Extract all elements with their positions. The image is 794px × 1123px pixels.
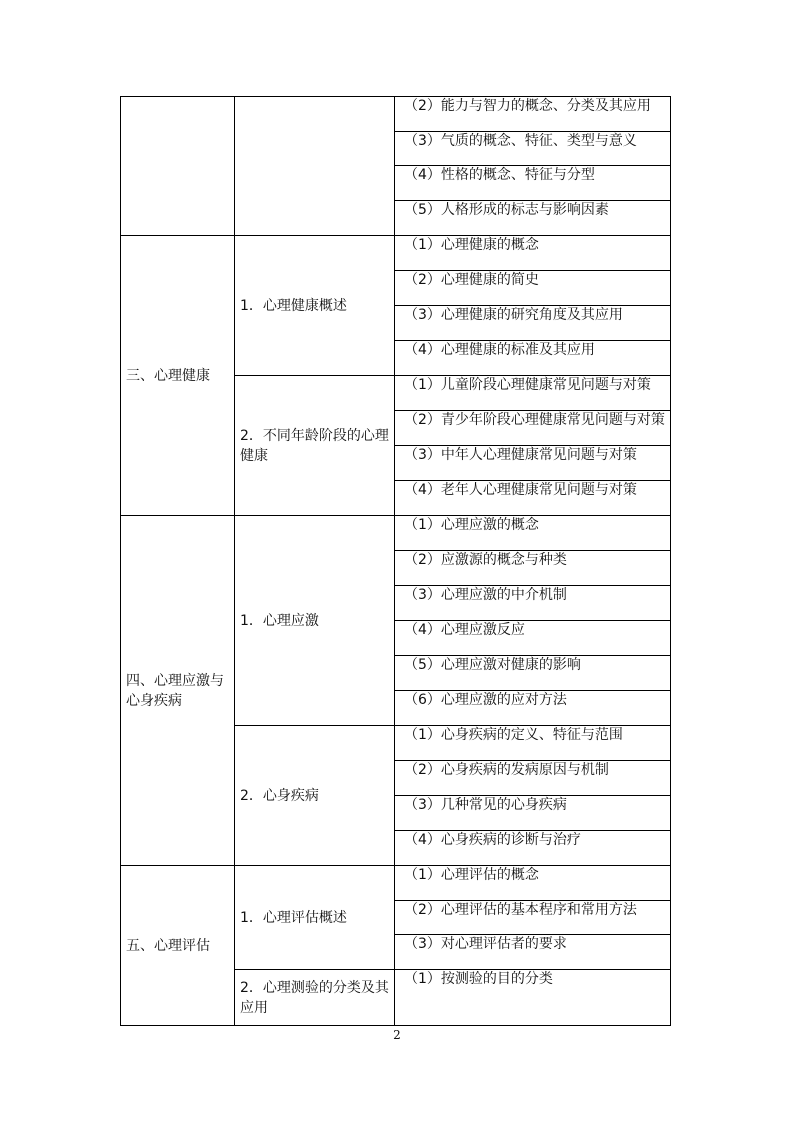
item-text: （1）心理评估的概念	[404, 867, 539, 883]
item-cell	[395, 97, 671, 132]
item-cell	[395, 866, 671, 901]
item-text: （4）性格的概念、特征与分型	[404, 167, 595, 183]
item-cell	[395, 970, 671, 1026]
group-title-cell: 1．心理健康概述	[235, 236, 395, 376]
item-cell	[395, 796, 671, 831]
page-number: 2	[393, 1028, 401, 1042]
item-text: （5）心理应激对健康的影响	[404, 657, 581, 673]
group-title-cell: 2．心理测验的分类及其应用	[235, 970, 395, 1026]
item-text: （1）心身疾病的定义、特征与范围	[404, 727, 623, 743]
item-text: （2）能力与智力的概念、分类及其应用	[404, 98, 651, 114]
item-cell	[395, 201, 671, 236]
item-text: （2）心身疾病的发病原因与机制	[404, 762, 609, 778]
item-text: （2）青少年阶段心理健康常见问题与对策	[404, 412, 665, 428]
group-title-cell: 1．心理评估概述	[235, 866, 395, 970]
item-text: （4）心理健康的标准及其应用	[404, 342, 595, 358]
item-cell	[395, 306, 671, 341]
syllabus-table-body	[121, 97, 671, 1026]
section-title-cell: 四、心理应激与心身疾病	[121, 516, 235, 866]
item-cell	[395, 656, 671, 691]
item-cell	[395, 166, 671, 201]
item-text: （3）中年人心理健康常见问题与对策	[404, 447, 637, 463]
item-cell	[395, 831, 671, 866]
item-cell	[395, 411, 671, 446]
item-text: （3）对心理评估者的要求	[404, 936, 567, 952]
item-cell	[395, 726, 671, 761]
table-row	[121, 516, 671, 551]
syllabus-table	[120, 96, 671, 1026]
item-text: （3）心理应激的中介机制	[404, 587, 567, 603]
item-cell	[395, 586, 671, 621]
item-text: （4）心身疾病的诊断与治疗	[404, 832, 581, 848]
item-text: （3）几种常见的心身疾病	[404, 797, 567, 813]
item-cell	[395, 691, 671, 726]
item-cell	[395, 516, 671, 551]
item-cell	[395, 271, 671, 306]
item-text: （2）心理健康的简史	[404, 272, 539, 288]
item-cell	[395, 935, 671, 970]
item-cell	[395, 761, 671, 796]
table-row	[121, 866, 671, 901]
item-text: （1）心理应激的概念	[404, 517, 539, 533]
section-title-cell	[121, 97, 235, 236]
item-cell	[395, 341, 671, 376]
item-text: （6）心理应激的应对方法	[404, 692, 567, 708]
table-row	[121, 236, 671, 271]
item-text: （4）老年人心理健康常见问题与对策	[404, 482, 637, 498]
item-cell	[395, 551, 671, 586]
item-cell	[395, 481, 671, 516]
item-text: （3）心理健康的研究角度及其应用	[404, 307, 623, 323]
item-text: （1）儿童阶段心理健康常见问题与对策	[404, 377, 651, 393]
table-row	[121, 97, 671, 132]
group-title-cell: 2．心身疾病	[235, 726, 395, 866]
item-cell	[395, 621, 671, 656]
item-cell	[395, 901, 671, 935]
item-text: （1）心理健康的概念	[404, 237, 539, 253]
item-text: （2）心理评估的基本程序和常用方法	[404, 902, 637, 918]
group-title-cell: 1．心理应激	[235, 516, 395, 726]
section-title-cell: 五、心理评估	[121, 866, 235, 1026]
section-title-cell: 三、心理健康	[121, 236, 235, 516]
group-title-cell	[235, 97, 395, 236]
item-text: （2）应激源的概念与种类	[404, 552, 567, 568]
item-cell	[395, 376, 671, 411]
item-text: （4）心理应激反应	[404, 622, 525, 638]
item-text: （3）气质的概念、特征、类型与意义	[404, 133, 637, 149]
item-text: （5）人格形成的标志与影响因素	[404, 202, 609, 218]
item-text: （1）按测验的目的分类	[404, 971, 553, 987]
group-title-cell: 2．不同年龄阶段的心理健康	[235, 376, 395, 516]
item-cell	[395, 236, 671, 271]
item-cell	[395, 132, 671, 166]
item-cell	[395, 446, 671, 481]
